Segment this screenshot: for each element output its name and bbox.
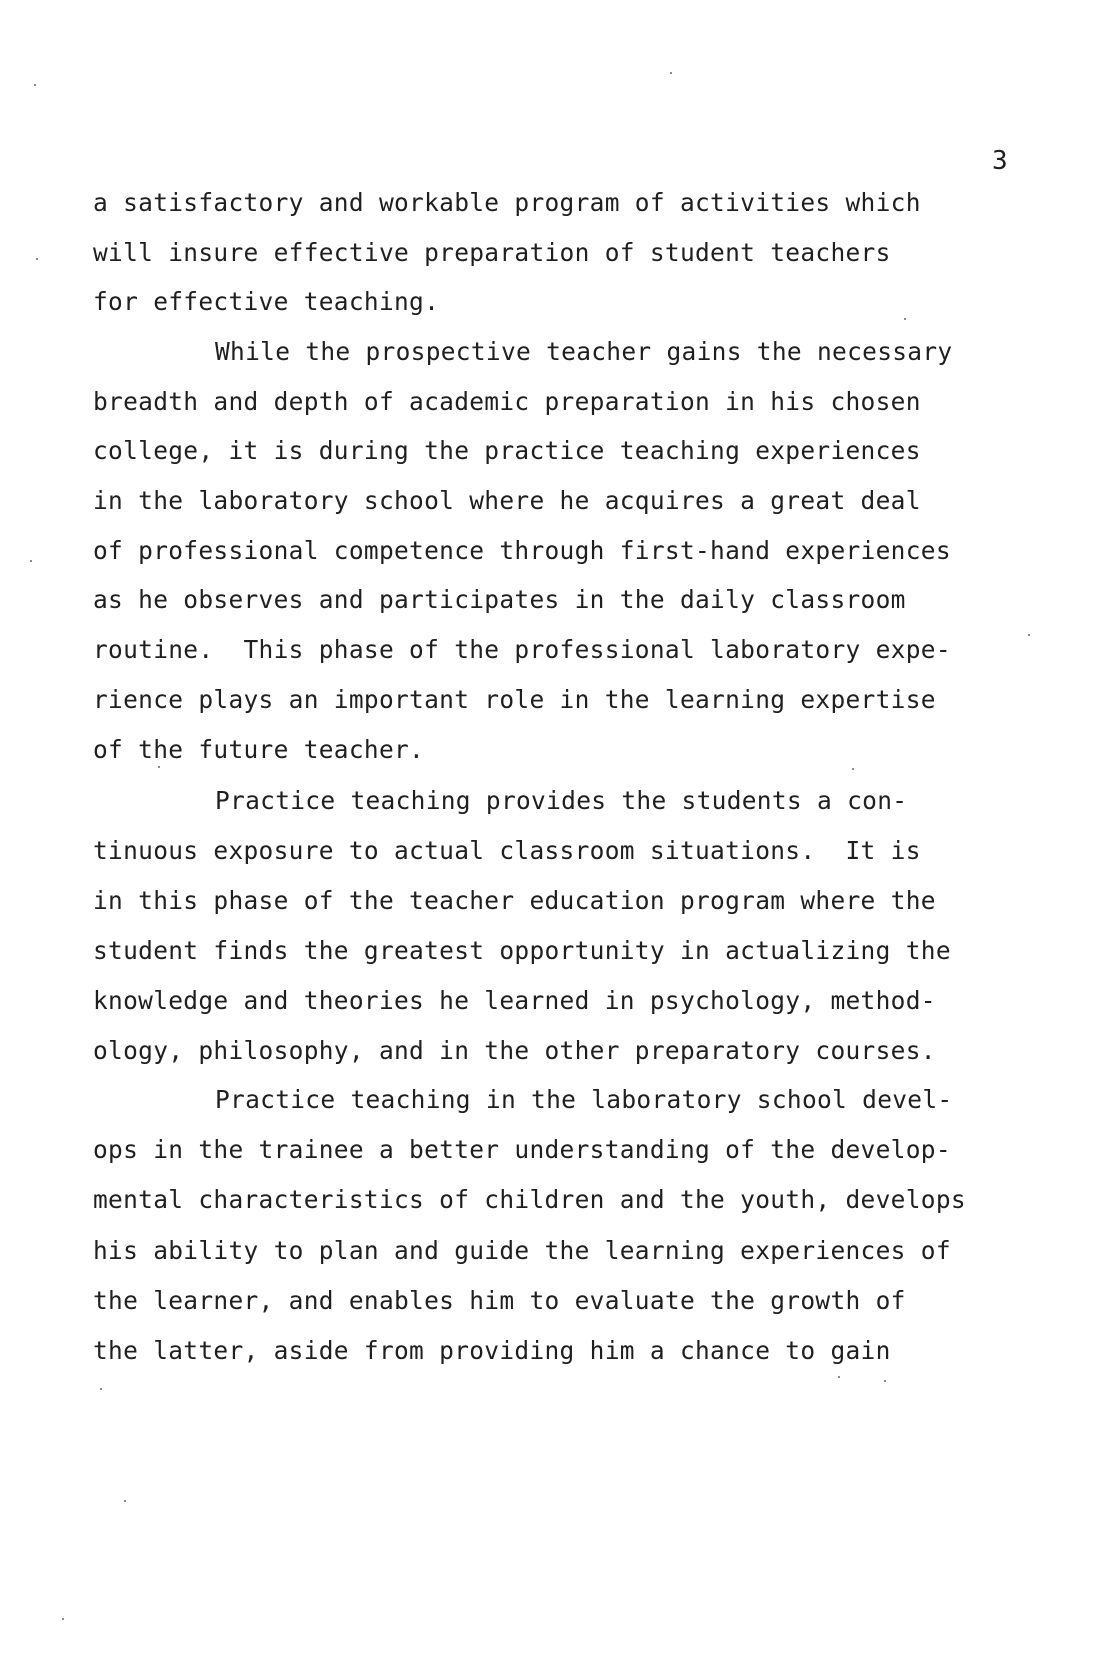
scan-speck: [62, 1618, 64, 1620]
text-line: mental characteristics of children and the youth, develops: [93, 1185, 966, 1214]
text-line: While the prospective teacher gains the necessary: [215, 337, 953, 366]
text-line: tinuous exposure to actual classroom situations. It is: [93, 836, 921, 865]
text-line: of the future teacher.: [93, 735, 425, 764]
scan-speck: [1028, 634, 1030, 636]
text-line: college, it is during the practice teaching experiences: [93, 436, 921, 465]
text-line: ology, philosophy, and in the other preparatory courses.: [93, 1036, 936, 1065]
text-line: Practice teaching in the laboratory school devel-: [215, 1085, 953, 1114]
page-number: 3: [992, 146, 1008, 176]
text-line: for effective teaching.: [93, 287, 440, 316]
scan-speck: [124, 1500, 126, 1502]
text-line: knowledge and theories he learned in psychology, method-: [93, 986, 936, 1015]
scan-speck: [30, 560, 32, 562]
scan-speck: [670, 72, 672, 74]
text-line: of professional competence through first-hand experiences: [93, 536, 951, 565]
text-line: ops in the trainee a better understanding of the develop-: [93, 1135, 951, 1164]
text-line: in this phase of the teacher education program where the: [93, 886, 936, 915]
scan-speck: [158, 766, 160, 768]
scan-speck: [852, 768, 854, 770]
scan-speck: [36, 258, 38, 260]
text-line: Practice teaching provides the students a con-: [215, 786, 908, 815]
scan-speck: [838, 1376, 840, 1378]
text-line: the learner, and enables him to evaluate the growth of: [93, 1286, 906, 1315]
scan-speck: [100, 1388, 102, 1390]
text-line: a satisfactory and workable program of activities which: [93, 188, 921, 217]
text-line: student finds the greatest opportunity in actualizing the: [93, 936, 951, 965]
scan-speck: [884, 1380, 886, 1382]
text-line: in the laboratory school where he acquires a great deal: [93, 486, 921, 515]
text-line: will insure effective preparation of student teachers: [93, 238, 891, 267]
text-line: rience plays an important role in the learning expertise: [93, 685, 936, 714]
text-line: his ability to plan and guide the learning experiences of: [93, 1236, 951, 1265]
text-line: as he observes and participates in the daily classroom: [93, 585, 906, 614]
text-line: breadth and depth of academic preparation in his chosen: [93, 387, 921, 416]
scan-speck: [34, 84, 36, 86]
scan-speck: [904, 318, 906, 320]
text-line: the latter, aside from providing him a chance to gain: [93, 1336, 891, 1365]
text-line: routine. This phase of the professional laboratory expe-: [93, 635, 951, 664]
